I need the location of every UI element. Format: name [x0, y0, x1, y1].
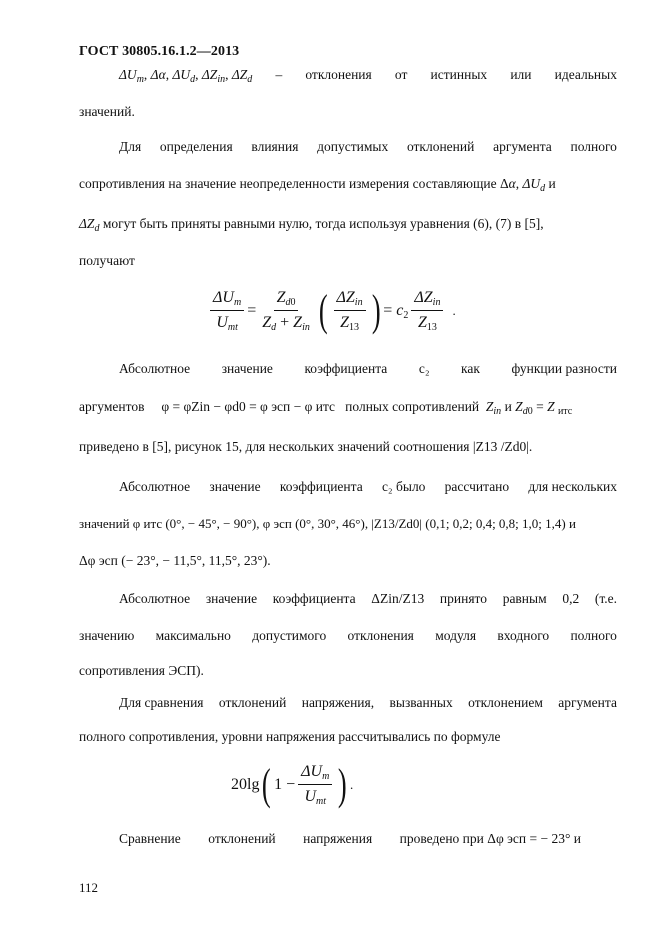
word: влияния — [251, 139, 299, 154]
left-paren: ( — [262, 759, 272, 809]
word: коэффициента — [304, 361, 388, 376]
paragraph-6-line-2: полного сопротивления, уровни напряжения рассчитывались по формуле — [79, 729, 501, 744]
fraction: $\frac{\Delta U_m}{U_{mt}}$ — [298, 762, 332, 807]
word: Абсолютное — [119, 361, 191, 376]
word: или — [510, 67, 532, 82]
word: аргумента — [493, 139, 552, 154]
right-paren: ) — [338, 759, 348, 809]
formula-2: 20lg ( 1 − $\frac{\Delta U_m}{U_{mt}}$ ) . — [231, 759, 354, 809]
word: максимально — [155, 628, 231, 643]
paragraph-1-line-1 — [119, 67, 617, 83]
word: 0,2 — [562, 591, 580, 606]
fraction: $\frac{\Delta Z_{in}}{Z_{13}}$ — [411, 288, 443, 333]
word: истинных — [430, 67, 488, 82]
paragraph-3-line-3: приведено в [5], рисунок 15, для нескольких значений соотношения |Z13 /Zd0|. — [79, 439, 533, 454]
word: принято — [439, 591, 488, 606]
paragraph-1-line-2: значений. — [79, 104, 135, 119]
word: значение — [209, 479, 261, 494]
word: напряжения, — [301, 695, 375, 710]
word: отклонений — [208, 831, 276, 846]
paragraph-4-line-1 — [119, 479, 617, 495]
word: c₂ было — [381, 479, 426, 494]
fraction: $\frac{Z_{d0}}{Z_d + Z_{in}}$ — [262, 289, 310, 333]
symbol-list: $\Delta U_m$, Δα, $\Delta U_d$, $\Delta Z_{in}$, $\Delta Z_d$ — [119, 67, 253, 85]
paragraph-4-line-3: Δφ эсп (− 23°, − 11,5°, 11,5°, 23°). — [79, 553, 271, 568]
fraction: $\frac{\Delta U_m}{U_{mt}}$ — [210, 288, 244, 333]
word: полного — [570, 628, 617, 643]
right-paren: ) — [371, 285, 381, 335]
word: функции разности — [511, 361, 617, 376]
word: модуля — [435, 628, 477, 643]
word: отклонением — [468, 695, 543, 710]
word: как — [461, 361, 480, 376]
word: входного — [497, 628, 550, 643]
word: идеальных — [554, 67, 617, 82]
word: равным — [502, 591, 547, 606]
word: Абсолютное — [119, 591, 191, 606]
word: Для сравнения — [119, 695, 204, 710]
paragraph-5-line-1 — [119, 591, 617, 607]
paragraph-5-line-2 — [79, 628, 617, 644]
word: ΔZin/Z13 — [371, 591, 425, 606]
word: Сравнение — [119, 831, 181, 846]
word: Для — [119, 139, 142, 154]
word: вызванных — [389, 695, 453, 710]
word: допустимого — [252, 628, 327, 643]
word: отклонений — [218, 695, 287, 710]
word: отклонений — [406, 139, 475, 154]
word: напряжения — [303, 831, 373, 846]
paragraph-2-line-1 — [119, 139, 617, 155]
page-number: 112 — [79, 880, 99, 895]
word: отклонения — [347, 628, 414, 643]
word: определения — [159, 139, 233, 154]
left-paren: ( — [318, 285, 328, 335]
paragraph-7-line-1 — [119, 831, 581, 847]
word: от — [394, 67, 408, 82]
word: – — [275, 67, 283, 82]
paragraph-4-line-2: значений φ итс (0°, − 45°, − 90°), φ эсп (0°, 30°, 46°), |Z13/Zd0| (0,1; 0,2; 0,4; 0,8; 1,0; 1,4) и — [79, 516, 576, 531]
paragraph-2-line-2: сопротивления на значение неопределенности измерения составляющие Δα, $\Delta U_d$ и — [79, 176, 556, 194]
word: Абсолютное — [119, 479, 191, 494]
fraction: $\frac{\Delta Z_{in}}{Z_{13}}$ — [334, 288, 366, 333]
paragraph-3-line-1 — [119, 361, 617, 377]
word: значение — [221, 361, 273, 376]
word: полного — [570, 139, 617, 154]
paragraph-2-line-3: $\Delta Z_d$ могут быть приняты равными нулю, тогда используя уравнения (6), (7) в [5], — [79, 216, 544, 234]
paragraph-5-line-3: сопротивления ЭСП). — [79, 663, 204, 678]
word: коэффициента — [272, 591, 356, 606]
word: c₂ — [418, 361, 430, 376]
word: значению — [79, 628, 135, 643]
word: коэффициента — [279, 479, 363, 494]
word: отклонения — [305, 67, 372, 82]
word: рассчитано — [444, 479, 510, 494]
paragraph-3-line-2: аргументов φ = φZin − φd0 = φ эсп − φ итс полных сопротивлений $Z_{in}$ и $Z_{d0} = Z$ $_{итс}$ — [79, 399, 573, 417]
word: для нескольких — [528, 479, 617, 494]
word: значение — [205, 591, 258, 606]
paragraph-6-line-1 — [119, 695, 617, 711]
word: допустимых — [317, 139, 389, 154]
word: (т.е. — [594, 591, 617, 606]
formula-1: $\frac{\Delta U_m}{U_{mt}}$ = $\frac{Z_{d0}}{Z_d + Z_{in}}$ ( $\frac{\Delta Z_{in}}{Z_{13}}$ ) = $c_2$ $\frac{\Delta Z_{in}}{Z_{13}}$ . — [207, 288, 456, 333]
word: аргумента — [558, 695, 617, 710]
document-header: ГОСТ 30805.16.1.2—2013 — [79, 44, 240, 59]
paragraph-2-line-4: получают — [79, 253, 135, 268]
word: проведено при Δφ эсп = − 23° и — [399, 831, 581, 846]
